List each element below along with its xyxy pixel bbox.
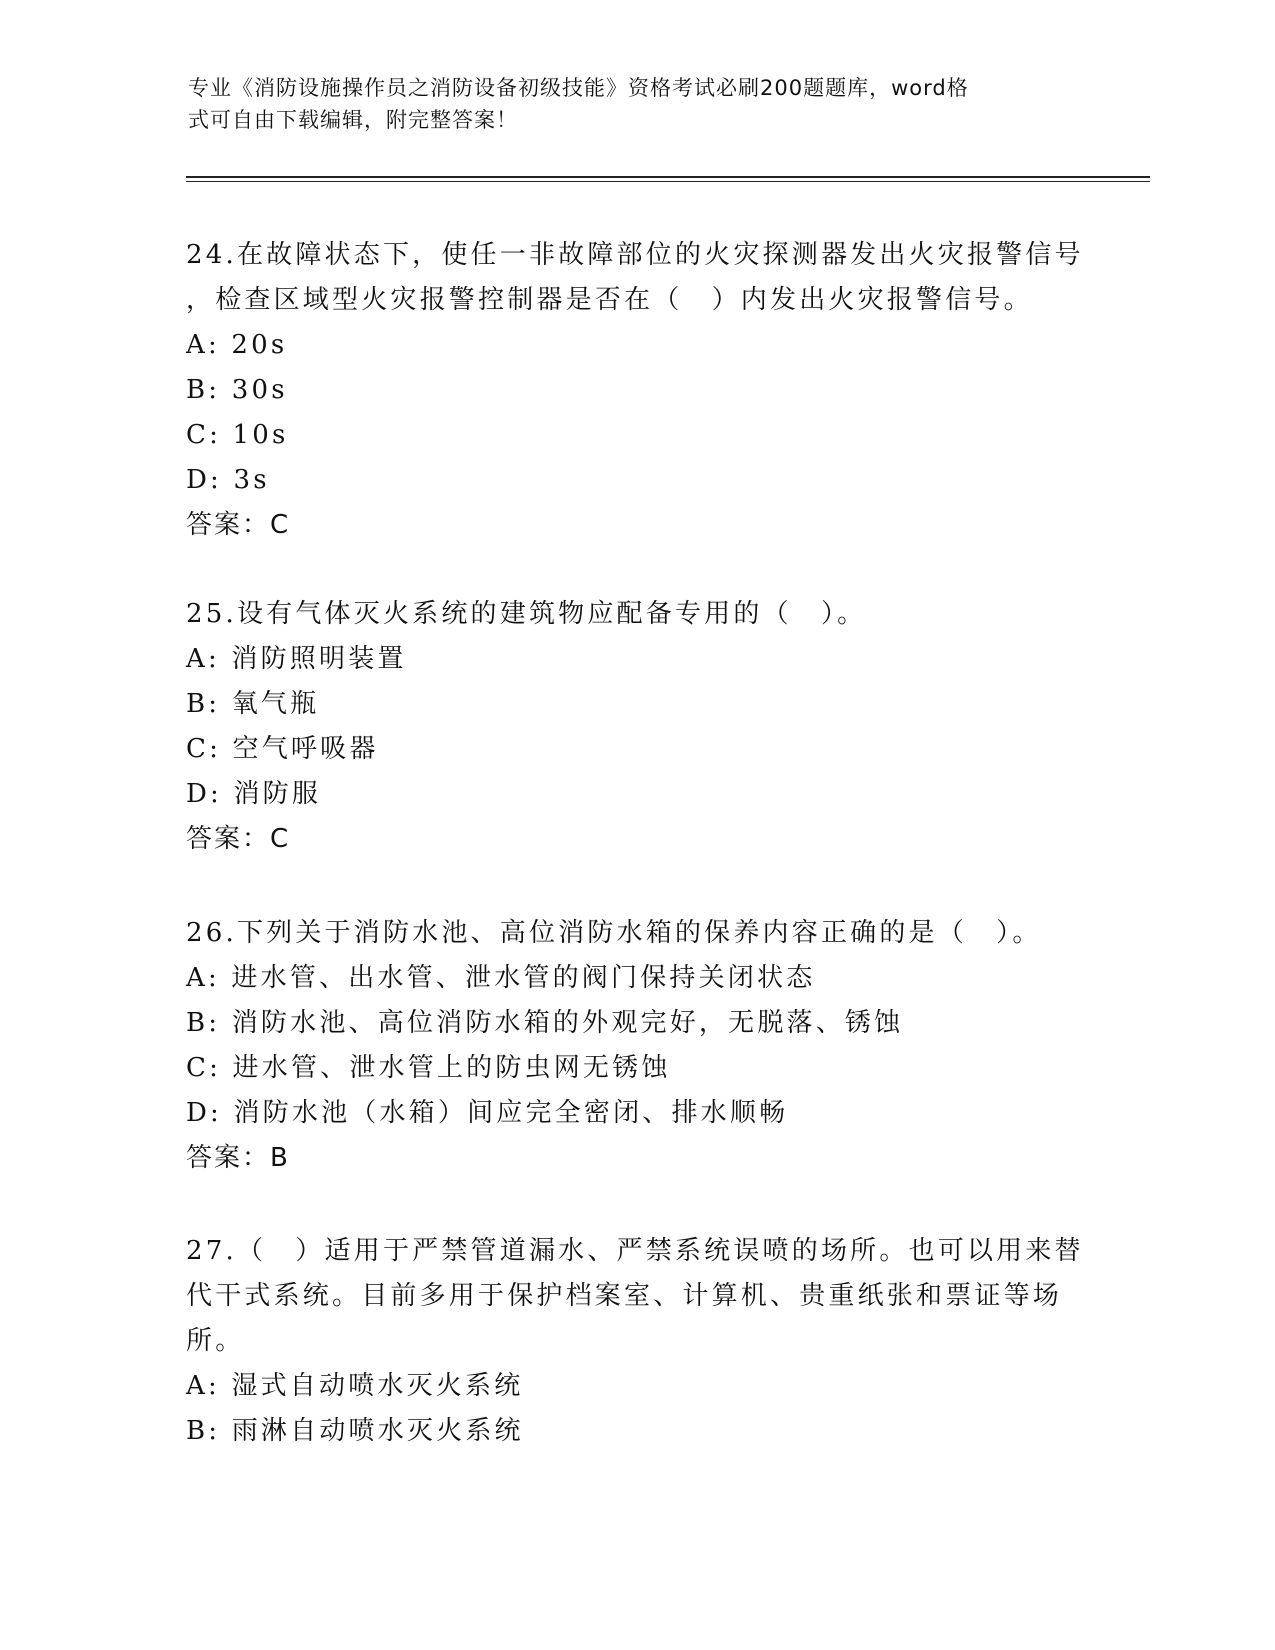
option-b: B: 雨淋自动喷水灭火系统: [186, 1416, 524, 1446]
document-header: [188, 72, 1068, 136]
answer-label: 答案：C: [186, 510, 291, 540]
header-divider-thick: [186, 176, 1150, 178]
question-25: [186, 592, 1086, 862]
option-d: D: 3s: [186, 465, 270, 495]
option-a: A: 消防照明装置: [186, 644, 407, 674]
header-line-2: 式可自由下载编辑，附完整答案！: [188, 108, 518, 132]
option-b: B: 氧气瓶: [186, 689, 320, 719]
option-a: A: 20s: [186, 330, 288, 360]
question-26: [186, 911, 1086, 1181]
question-stem-line: 26.下列关于消防水池、高位消防水箱的保养内容正确的是（ ）。: [186, 918, 1042, 948]
question-stem-line: ，检查区域型火灾报警控制器是否在（ ）内发出火灾报警信号。: [186, 285, 1033, 315]
option-a: A: 进水管、出水管、泄水管的阀门保持关闭状态: [186, 963, 816, 993]
header-divider-thin: [186, 181, 1150, 182]
question-stem-line: 27.（ ）适用于严禁管道漏水、严禁系统误喷的场所。也可以用来替: [186, 1236, 1084, 1266]
option-d: D: 消防水池（水箱）间应完全密闭、排水顺畅: [186, 1098, 789, 1128]
answer-label: 答案：B: [186, 1143, 290, 1173]
question-stem-line: 24.在故障状态下，使任一非故障部位的火灾探测器发出火灾报警信号: [186, 240, 1084, 270]
question-27: [186, 1229, 1086, 1454]
option-d: D: 消防服: [186, 779, 322, 809]
question-stem-line: 25.设有气体灭火系统的建筑物应配备专用的（ ）。: [186, 599, 867, 629]
question-24: [186, 233, 1086, 548]
answer-label: 答案：C: [186, 824, 291, 854]
header-line-1: 专业《消防设施操作员之消防设备初级技能》资格考试必刷200题题库，word格: [188, 76, 969, 100]
option-c: C: 空气呼吸器: [186, 734, 379, 764]
option-b: B: 消防水池、高位消防水箱的外观完好，无脱落、锈蚀: [186, 1008, 904, 1038]
question-stem-line: 所。: [186, 1326, 245, 1356]
option-b: B: 30s: [186, 375, 288, 405]
option-c: C: 进水管、泄水管上的防虫网无锈蚀: [186, 1053, 671, 1083]
question-stem-line: 代干式系统。目前多用于保护档案室、计算机、贵重纸张和票证等场: [186, 1281, 1063, 1311]
option-c: C: 10s: [186, 420, 289, 450]
option-a: A: 湿式自动喷水灭火系统: [186, 1371, 524, 1401]
